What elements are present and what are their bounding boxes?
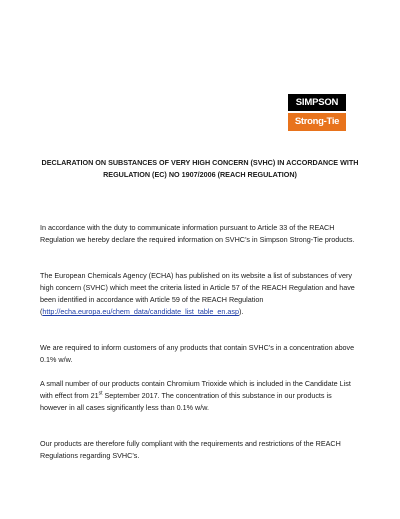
document-title — [40, 157, 360, 181]
paragraph-echa: The European Chemicals Agency (ECHA) has published on its website a list of substances of very high concern (SVHC) which meet the criteria listed in Article 57 of the REACH Regulation and have been identified in accordance with Article 59 of the REACH Regulation (http://echa.europa.eu/chem_data/candidate_list_table_en.asp). — [40, 271, 355, 316]
title-line-1: DECLARATION ON SUBSTANCES OF VERY HIGH CONCERN (SVHC) IN ACCORDANCE WITH — [41, 158, 359, 167]
logo-brand-top: SIMPSON — [288, 94, 346, 111]
date-ordinal-suffix: st — [98, 390, 103, 397]
logo-brand-bottom: Strong-Tie — [288, 113, 346, 131]
paragraph-echa-text: The European Chemicals Agency (ECHA) has published on its website a list of substances of very high concern (SVHC) which meet the criteria listed in Article 57 of the REACH Regulation and have been identified in accordance with Article 59 of the REACH Regulation — [40, 271, 355, 304]
echa-candidate-list-link[interactable]: http://echa.europa.eu/chem_data/candidate_list_table_en.asp — [42, 307, 240, 316]
paragraph-requirement: We are required to inform customers of any products that contain SVHC’s in a concentration above 0.1% w/w. — [40, 343, 355, 364]
paragraph-chromium-trioxide: A small number of our products contain Chromium Trioxide which is included in the Candidate List with effect from 21st September 2017. The concentration of this substance in our products is however in all cases significantly less than 0.1% w/w. — [40, 379, 351, 412]
simpson-strong-tie-logo — [288, 94, 346, 131]
paragraph-compliance: Our products are therefore fully compliant with the requirements and restrictions of the REACH Regulations regarding SVHC’s. — [40, 439, 341, 460]
paragraph-intro: In accordance with the duty to communicate information pursuant to Article 33 of the REACH Regulation we hereby declare the required information on SVHC’s in Simpson Strong-Tie products. — [40, 223, 355, 244]
title-line-2: REGULATION (EC) NO 1907/2006 (REACH REGULATION) — [103, 170, 297, 179]
